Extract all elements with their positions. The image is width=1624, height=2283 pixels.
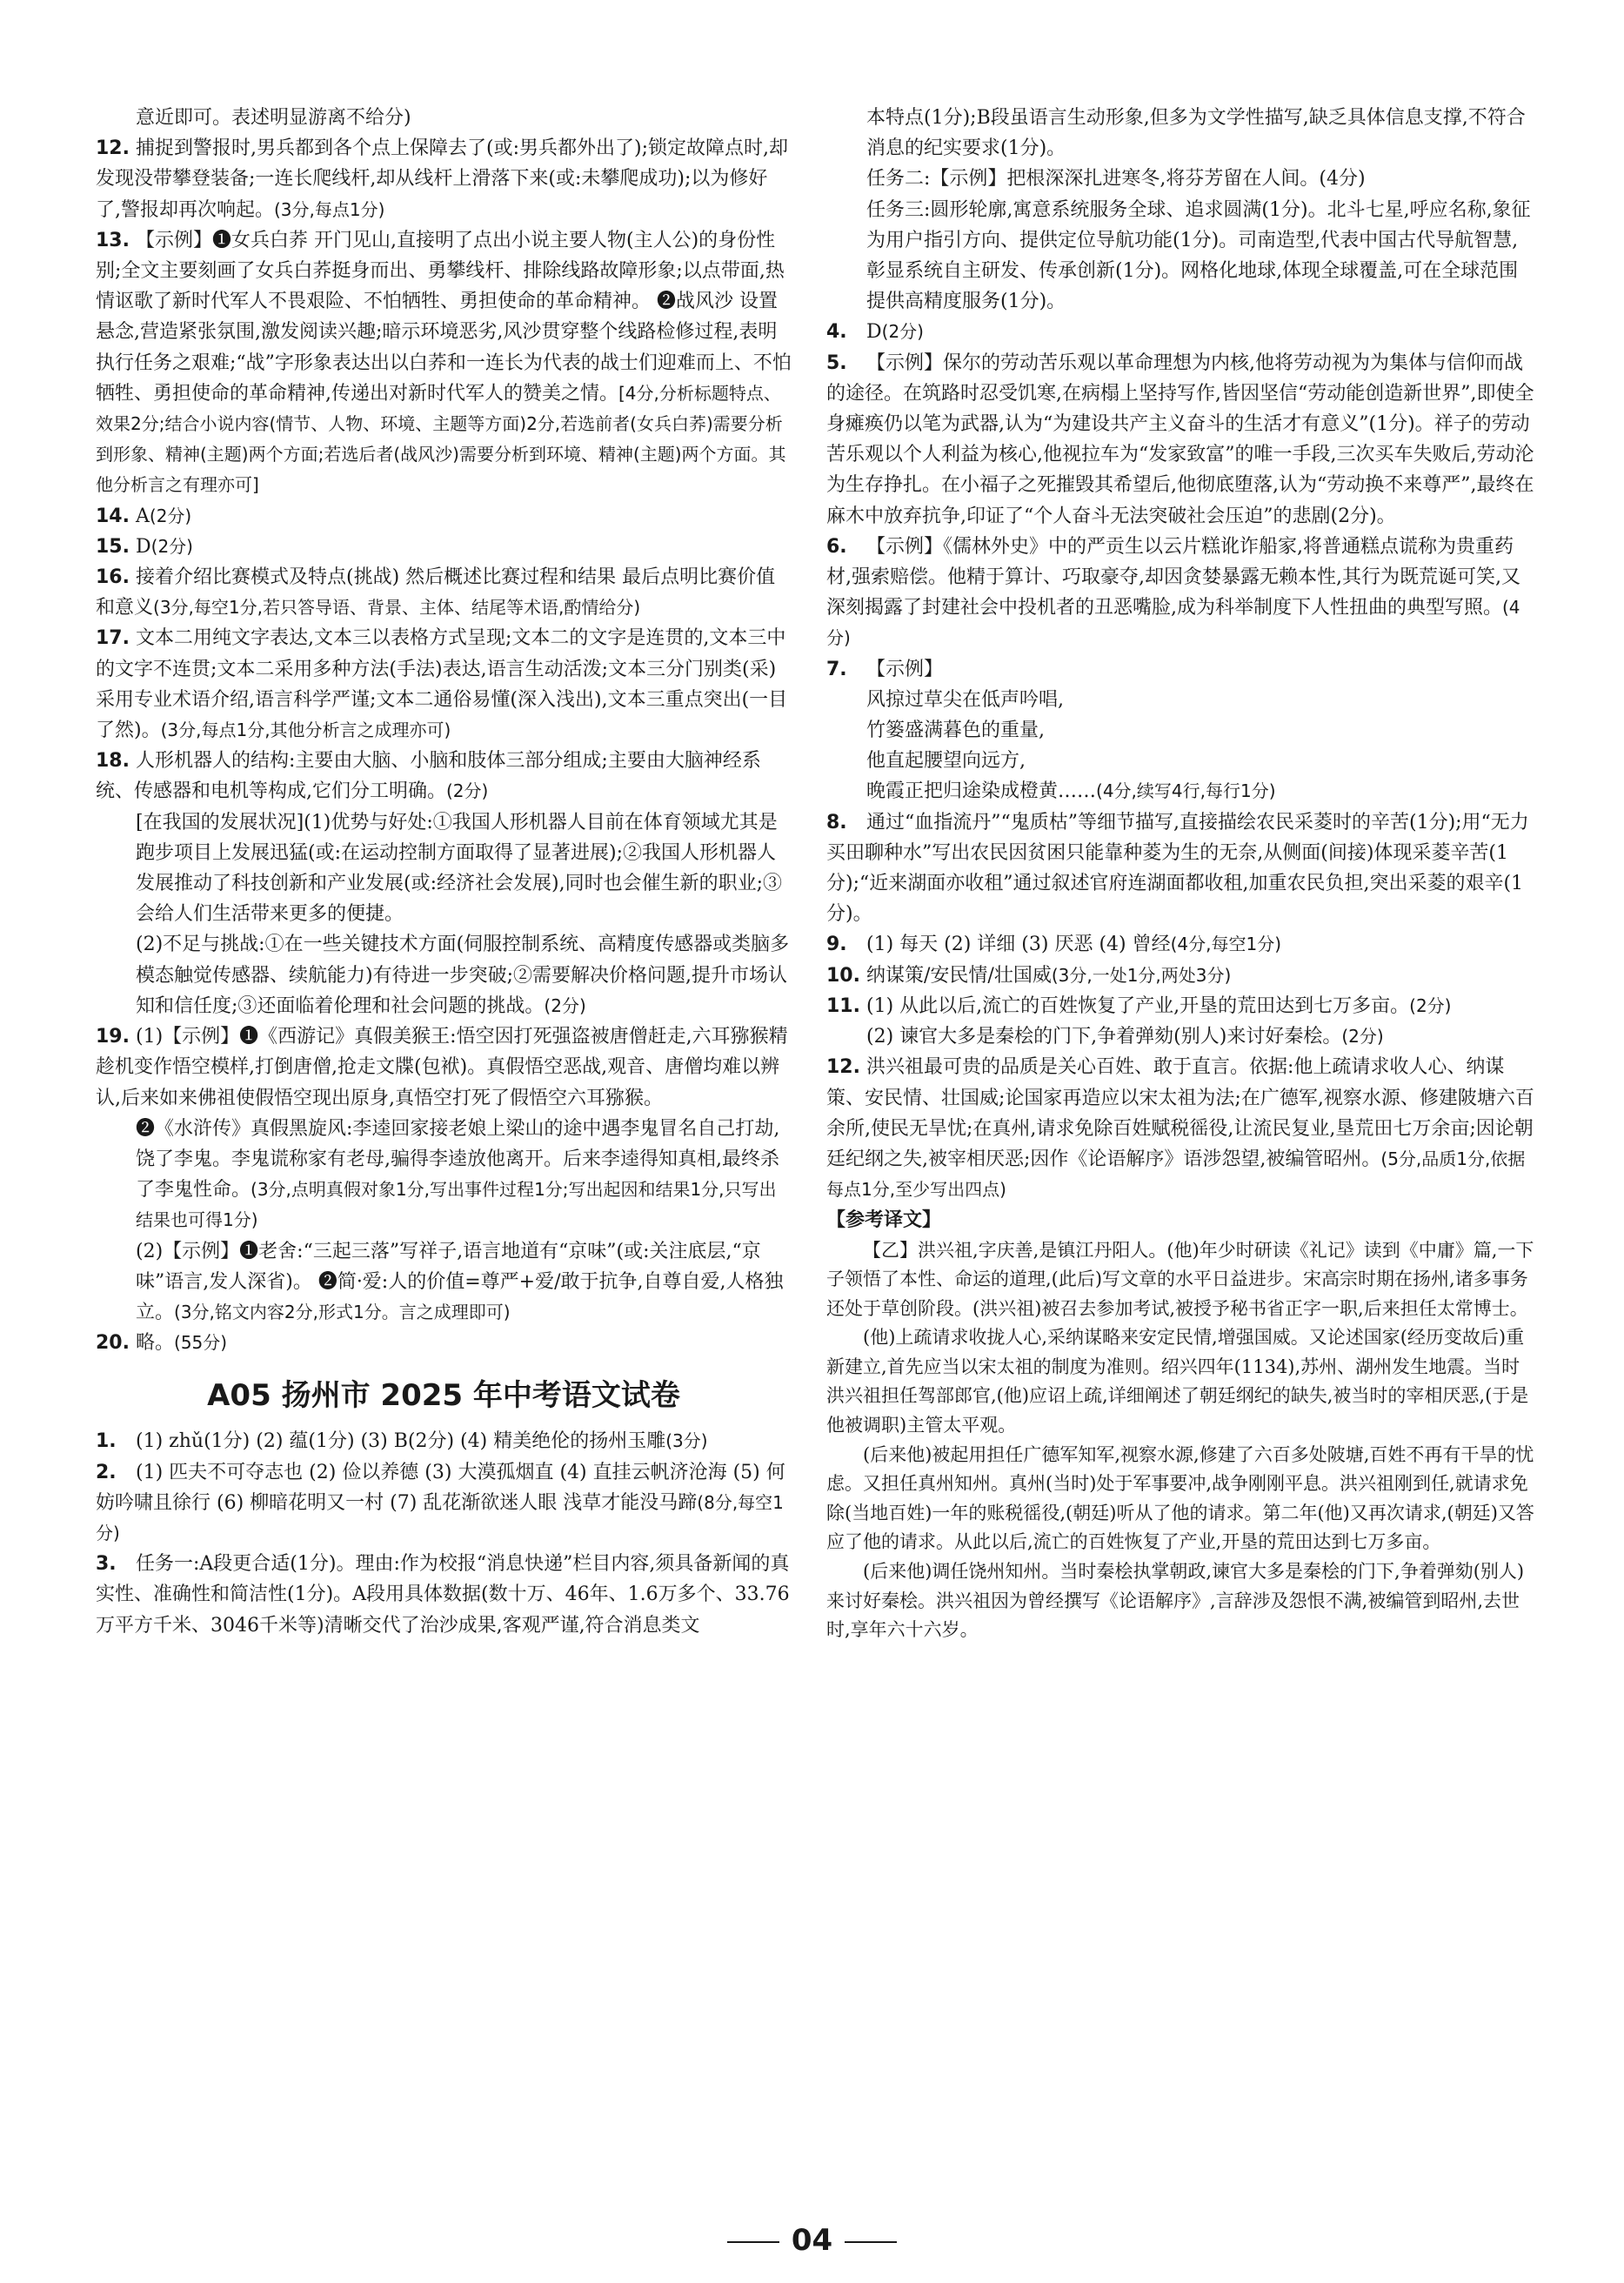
poem-line: 竹篓盛满暮色的重量, — [866, 720, 1045, 742]
answer-text: 接着介绍比赛模式及特点(挑战) 然后概述比赛过程和结果 最后点明比赛价值和意义 — [96, 566, 776, 619]
answer-18 — [96, 746, 792, 1021]
score-note: (3分,一处1分,两处3分) — [1051, 964, 1232, 986]
answer-text: 略。 — [136, 1332, 175, 1355]
answer-number: 8. — [826, 811, 847, 834]
score-note: (3分,铭文内容2分,形式1分。言之成理即可) — [174, 1301, 511, 1322]
footer-dash-left — [727, 2241, 779, 2243]
score-note: (3分,每点1分,其他分析言之成理亦可) — [160, 720, 451, 741]
answer-text: 洪兴祖最可贵的品质是关心百姓、敢于直言。依据:他上疏请求收人心、纳谋策、安民情、壮国威;论国家再造应以宋太祖为法;在广德军,视察水源、修建陂塘六百余所,使民无旱忧;在真州,请求免除百姓赋税徭役,让流民复业,垦荒田七万余亩;因论朝廷纪纲之失,被宰相厌恶;因作《论语解序》语涉怨望,被编管昭州。 — [826, 1056, 1534, 1170]
score-note: (2分) — [446, 780, 489, 802]
answer-text: (2) 谏官大多是秦桧的门下,争着弹劾(别人)来讨好秦桧。 — [866, 1026, 1342, 1048]
translation-paragraph: (他)上疏请求收拢人心,采纳谋略来安定民情,增强国威。又论述国家(经历变故后)重新建立,首先应当以宋太祖的制度为准则。绍兴四年(1134),苏州、湖州发生地震。当时洪兴祖担任驾部郎官,(他)应诏上疏,详细阐述了朝廷纲纪的缺失,被当时的宰相厌恶,(于是他被调职)主管太平观。 — [826, 1327, 1529, 1436]
section-title: A05 扬州市 2025 年中考语文试卷 — [207, 1378, 680, 1414]
answer-number: 5. — [826, 351, 847, 374]
answer-15 — [96, 532, 792, 562]
lead-text: 本特点(1分);B段虽语言生动形象,但多为文学性描写,缺乏具体信息支撑,不符合消息的纪实要求(1分)。 — [866, 107, 1526, 160]
score-note: (2分) — [149, 505, 192, 526]
answer-list-a04 — [96, 133, 792, 1358]
score-note: (3分) — [665, 1430, 708, 1452]
answer-4 — [826, 317, 1535, 347]
answer-text: (1)【示例】❶《西游记》真假美猴王:悟空因打死强盗被唐僧赶走,六耳猕猴精趁机变作悟空模样,打倒唐僧,抢走文牒(包袱)。真假悟空恶战,观音、唐僧均难以辨认,后来如来佛祖使假悟空现出原身,真悟空打死了假悟空六耳猕猴。 — [96, 1026, 788, 1109]
answer-text: (1) 匹夫不可夺志也 (2) 俭以养德 (3) 大漠孤烟直 (4) 直挂云帆济沧海 (5) 何妨吟啸且徐行 (6) 柳暗花明又一村 (7) 乱花渐欲迷人眼 浅草才能没马蹄 — [96, 1461, 785, 1514]
task-2: 任务二:【示例】把根深深扎进寒冬,将芬芳留在人间。(4分) — [866, 168, 1366, 191]
answer-5 — [826, 348, 1535, 532]
answer-6 — [826, 532, 1535, 654]
task-3: 任务三:圆形轮廓,寓意系统服务全球、追求圆满(1分)。北斗七星,呼应名称,象征为用户指引方向、提供定位导航功能(1分)。司南造型,代表中国古代导航智慧,彰显系统自主研发、传承创新(1分)。网格化地球,体现全球覆盖,可在全球范围提供高精度服务(1分)。 — [866, 198, 1531, 313]
answer-number: 3. — [96, 1553, 117, 1576]
answer-text: D — [136, 535, 151, 558]
left-column — [96, 103, 792, 1641]
answer-number: 18. — [96, 750, 130, 773]
answer-number: 9. — [826, 934, 847, 956]
answer-text: 任务一:A段更合适(1分)。理由:作为校报“消息快递”栏目内容,须具备新闻的真实性、准确性和简洁性(1分)。A段用具体数据(数十万、46年、1.6万多个、33.76万平方千米、3046千米等)清晰交代了治沙成果,客观严谨,符合消息类文 — [96, 1553, 790, 1637]
answer-text: ❷《水浒传》真假黑旋风:李逵回家接老娘上梁山的途中遇李鬼冒名自己打劫,饶了李鬼。李鬼谎称家有老母,骗得李逵放他离开。后来李逵得知真相,最终杀了李鬼性命。 — [136, 1117, 780, 1202]
answer-number: 13. — [96, 229, 130, 251]
score-note: (2分) — [1409, 994, 1452, 1016]
answer-9 — [826, 929, 1535, 960]
score-note: (3分,点明真假对象1分,写出事件过程1分;写出起因和结果1分,只写出结果也可得1分) — [136, 1179, 777, 1231]
answer-a05-1 — [96, 1426, 792, 1456]
answer-text: D — [866, 321, 882, 344]
answer-text: 通过“血指流丹”“鬼质枯”等细节描写,直接描绘农民采菱时的辛苦(1分);用“无力买田聊种水”写出农民因贫困只能靠种菱为生的无奈,从侧面(间接)体现采菱辛苦(1分);“近来湖面亦收租”通过叙述官府连湖面都收租,加重农民负担,突出采菱的艰辛(1分)。 — [826, 811, 1529, 926]
answer-text: 【示例】❶女兵白荞 开门见山,直接明了点出小说主要人物(主人公)的身份性别;全文主要刻画了女兵白荞挺身而出、勇攀线杆、排除线路故障形象;以点带面,热情讴歌了新时代军人不畏艰险、不怕牺牲、勇担使命的革命精神。 ❷战风沙 设置悬念,营造紧张氛围,激发阅读兴趣;暗示环境恶劣,风沙贯穿整个线路检修过程,表明执行任务之艰难;“战”字形象表达出以白荞和一连长为代表的战士们迎难而上、不怕牺牲、勇担使命的革命精神,传递出对新时代军人的赞美之情。 — [96, 229, 792, 405]
answer-number: 12. — [826, 1056, 860, 1079]
answer-text: (2)【示例】❶老舍:“三起三落”写祥子,语言地道有“京味”(或:关注底层,“京味”语言,发人深省)。 ❷简·爱:人的价值=尊严+爱/敢于抗争,自尊自爱,人格独立。 — [136, 1240, 784, 1323]
answer-text: 【示例】保尔的劳动苦乐观以革命理想为内核,他将劳动视为为集体与信仰而战的途径。在筑路时忍受饥寒,在病榻上坚持写作,皆因坚信“劳动能创造新世界”,即使全身瘫痪仍以笔为武器,认为“为建设共产主义奋斗的生活才有意义”(1分)。祥子的劳动苦乐观以个人利益为核心,他视拉车为“发家致富”的唯一手段,三次买车失败后,劳动沦为生存挣扎。在小福子之死摧毁其希望后,他彻底堕落,认为“劳动换不来尊严”,最终在麻木中放弃抗争,印证了“个人奋斗无法突破社会压迫”的悲剧(2分)。 — [826, 351, 1534, 527]
right-column — [826, 103, 1535, 1645]
answer-13 — [96, 225, 792, 501]
poem-line: 风掠过草尖在低声吟唱, — [866, 688, 1064, 711]
answer-text: 捕捉到警报时,男兵都到各个点上保障去了(或:男兵都外出了);锁定故障点时,却发现没带攀登装备;一连长爬线杆,却从线杆上滑落下来(或:未攀爬成功);以为修好了,警报却再次响起。 — [96, 137, 788, 221]
score-note: (4分,续写4行,每行1分) — [1096, 780, 1276, 802]
answer-a05-2 — [96, 1457, 792, 1550]
score-note: (4分) — [826, 597, 1520, 649]
score-note: (2分) — [544, 994, 586, 1016]
translation-paragraph: (后来他)被起用担任广德军知军,视察水源,修建了六百多处陂塘,百姓不再有干旱的忧虑。又担任真州知州。真州(当时)处于军事要冲,战争刚刚平息。洪兴祖刚到任,就请求免除(当地百姓)一年的账税徭役,(朝廷)听从了他的请求。第二年(他)又再次请求,(朝廷)又答应了他的请求。从此以后,流亡的百姓恢复了产业,开垦的荒田达到七万多亩。 — [826, 1443, 1534, 1553]
answer-list-a05 — [96, 1426, 792, 1640]
answer-8 — [826, 807, 1535, 930]
answer-text: 人形机器人的结构:主要由大脑、小脑和肢体三部分组成;主要由大脑神经系统、传感器和电机等构成,它们分工明确。 — [96, 750, 761, 803]
answer-14 — [96, 501, 792, 532]
answer-text: (1) 每天 (2) 详细 (3) 厌恶 (4) 曾经 — [866, 934, 1171, 956]
answer-number: 20. — [96, 1332, 130, 1355]
answer-number: 2. — [96, 1461, 117, 1483]
answer-7 — [826, 654, 1535, 807]
score-note: (2分) — [881, 321, 924, 343]
answer-text: (2)不足与挑战:①在一些关键技术方面(伺服控制系统、高精度传感器或类脑多模态触觉传感器、续航能力)有待进一步突破;②需要解决价格问题,提升市场认知和信任度;③还面临着伦理和社会问题的挑战。 — [136, 934, 790, 1017]
answer-12 — [96, 133, 792, 225]
answer-number: 10. — [826, 964, 860, 987]
answer-text: (1) 从此以后,流亡的百姓恢复了产业,开垦的荒田达到七万多亩。 — [866, 994, 1410, 1017]
translation-paragraph: (后来他)调任饶州知州。当时秦桧执掌朝政,谏官大多是秦桧的门下,争着弹劾(别人)来讨好秦桧。洪兴祖因为曾经撰写《论语解序》,言辞涉及怨恨不满,被编管到昭州,去世时,享年六十六岁。 — [826, 1561, 1525, 1641]
answer-text: 【示例】《儒林外史》中的严贡生以云片糕讹诈船家,将普通糕点谎称为贵重药材,强索赔偿。他精于算计、巧取豪夺,却因贪婪暴露无赖本性,其行为既荒诞可笑,又深刻揭露了封建社会中投机者的丑恶嘴脸,成为科举制度下人性扭曲的典型写照。 — [826, 535, 1520, 619]
lead-text: 意近即可。表述明显游离不给分) — [136, 107, 411, 129]
footer-dash-right — [845, 2241, 897, 2243]
answer-a05-3 — [96, 1549, 792, 1641]
answer-number: 17. — [96, 627, 130, 650]
score-note: (8分,每空1分) — [96, 1491, 784, 1543]
answer-number: 6. — [826, 535, 847, 558]
answer-number: 7. — [826, 658, 847, 680]
answer-number: 1. — [96, 1430, 117, 1453]
answer-11 — [826, 991, 1535, 1052]
score-note: (55分) — [174, 1332, 228, 1354]
answer-number: 11. — [826, 994, 860, 1017]
score-note: (3分,每点1分) — [274, 198, 385, 220]
score-note: (2分) — [1341, 1026, 1384, 1048]
score-note: (5分,品质1分,依据每点1分,至少写出四点) — [826, 1148, 1526, 1201]
score-note: [4分,分析标题特点、效果2分;结合小说内容(情节、人物、环境、主题等方面)2分,若选前者(女兵白荞)需要分析到形象、精神(主题)两个方面;若选后者(战风沙)需要分析到环境、精神(主题)两个方面。其他分析言之有理亦可] — [96, 382, 786, 496]
answer-number: 12. — [96, 137, 130, 160]
answer-17 — [96, 623, 792, 746]
answer-12-right — [826, 1052, 1535, 1205]
answer-number: 4. — [826, 321, 847, 344]
answer-10 — [826, 961, 1535, 991]
answer-text: 纳谋策/安民情/壮国威 — [866, 964, 1052, 987]
answer-number: 15. — [96, 535, 130, 558]
answer-19 — [96, 1021, 792, 1328]
reference-translation-title: 【参考译文】 — [826, 1209, 942, 1232]
answer-number: 19. — [96, 1026, 130, 1048]
answer-text: (1) zhǔ(1分) (2) 蕴(1分) (3) B(2分) (4) 精美绝伦的扬州玉雕 — [136, 1430, 666, 1453]
score-note: (3分,每空1分,若只答导语、背景、主体、结尾等术语,酌情给分) — [153, 597, 641, 619]
answer-text: 文本二用纯文字表达,文本三以表格方式呈现;文本二的文字是连贯的,文本三中的文字不连贯;文本二采用多种方法(手法)表达,语言生动活泼;文本三分门别类(采)采用专业术语介绍,语言科学严谨;文本二通俗易懂(深入浅出),文本三重点突出(一目了然)。 — [96, 627, 788, 742]
score-note: (4分,每空1分) — [1170, 934, 1282, 955]
answer-paragraph: [在我国的发展状况](1)优势与好处:①我国人形机器人目前在体育领域尤其是跑步项目上发展迅猛(或:在运动控制方面取得了显著进展);②我国人形机器人发展推动了科技创新和产业发展(或:经济社会发展),同时也会催生新的职业;③会给人们生活带来更多的便捷。 — [136, 811, 782, 926]
poem-line: 晚霞正把归途染成橙黄…… — [866, 780, 1097, 803]
answer-16 — [96, 562, 792, 623]
page-footer — [0, 2223, 1624, 2258]
answer-text: A — [136, 505, 150, 527]
score-note: (2分) — [150, 535, 193, 557]
translation-paragraph: 【乙】洪兴祖,字庆善,是镇江丹阳人。(他)年少时研读《礼记》读到《中庸》篇,一下子领悟了本性、命运的道理,(此后)写文章的水平日益进步。宋高宗时期在扬州,诸多事务还处于草创阶段。(洪兴祖)被召去参加考试,被授予秘书省正字一职,后来担任太常博士。 — [826, 1239, 1534, 1319]
answer-number: 16. — [96, 566, 130, 589]
answer-20 — [96, 1328, 792, 1358]
page-number: 04 — [791, 2223, 833, 2258]
answer-label: 【示例】 — [866, 658, 944, 680]
poem-line: 他直起腰望向远方, — [866, 750, 1026, 773]
reference-translation — [826, 1236, 1535, 1645]
answer-number: 14. — [96, 505, 130, 527]
